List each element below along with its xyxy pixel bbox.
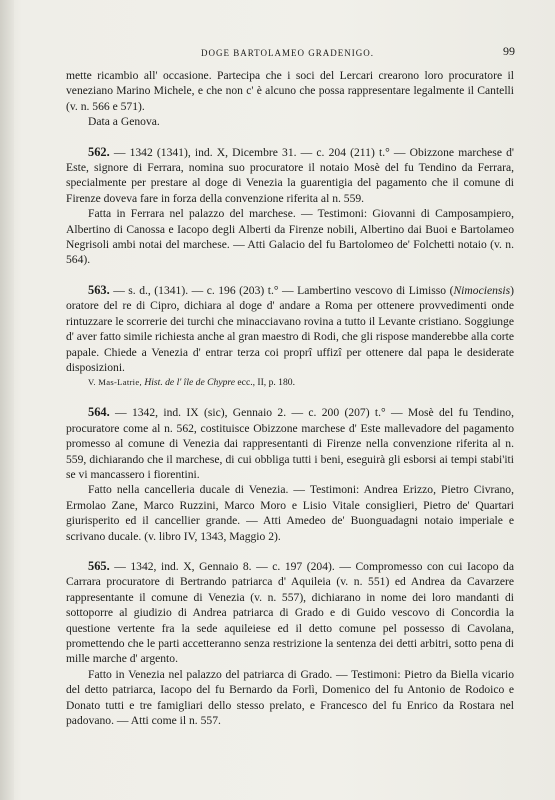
entry-563-latin-term: Nimociensis <box>453 283 511 297</box>
entry-563-text-a: — s. d., (1341). — c. 196 (203) t.° — Lambertino vescovo di Limisso ( <box>113 283 454 297</box>
page-number: 99 <box>503 44 515 58</box>
entry-563-source-rest: ecc., II, p. 180. <box>237 377 295 389</box>
entry-562-number: 562. <box>88 144 110 159</box>
running-title: DOGE BARTOLAMEO GRADENIGO. <box>200 48 375 58</box>
entry-563-source-author: V. Mas-Latrie, <box>88 377 142 388</box>
entry-563-body <box>66 283 514 375</box>
entry-562-body <box>66 145 514 207</box>
entry-565-text: — 1342, ind. X, Gennaio 8. — c. 197 (204). — Compromesso con cui Iacopo da Carrara procuratore di Bertrando patriarca d' Aquileia (v. n. 551) ed Andrea da Cavarzere rappresentante il comune di Venezia (v. n. 557), dichiarano in nome dei loro mandanti di sottoporre al giudizio di Andrea patriarca di Grado e di Guido vescovo di Concordia la questione vertente fra la sede aquileiese ed il detto comune pel possesso di Cavolana, promettendo che le parti accetteranno senza restrizione la sentenza dei detti arbitri, sotto pena di mille marche d' argento. <box>66 559 514 666</box>
entry-563-number: 563. <box>88 282 110 297</box>
entry-565-number: 565. <box>88 558 110 573</box>
entry-563 <box>66 283 514 390</box>
page-gutter <box>0 0 14 800</box>
entry-564 <box>66 405 514 544</box>
entry-565-body <box>66 559 514 667</box>
entry-563-source-title: Hist. de l' île de Chypre <box>144 377 236 389</box>
running-head <box>60 44 515 60</box>
entry-564-place: Fatto nella cancelleria ducale di Venezia. — Testimoni: Andrea Erizzo, Pietro Civrano, Ermolao Zane, Marco Ruzzini, Marco Moro e Lisio Vitale consiglieri, Pietro de' Quartari giurisperito ed il cancellier grande. — Atti Amedeo de' Buonguadagni notaio imperiale e scrivano ducale. (v. libro IV, 1343, Maggio 2). <box>66 483 514 543</box>
entry-562-place: Fatta in Ferrara nel palazzo del marchese. — Testimoni: Giovanni di Camposampiero, Albertino di Canossa e Iacopo degli Alberti da Firenze nobili, Albertino dai Buoi e Bartolameo Negrisoli ambi notai del marchese. — Atti Galacio del fu Bartolomeo de' Folchetti notaio (v. n. 564). <box>66 207 514 267</box>
entry-564-text: — 1342, ind. IX (sic), Gennaio 2. — c. 200 (207) t.° — Mosè del fu Tendino, procuratore come al n. 562, costituisce Obizzone marchese d' Este mallevadore del pagamento promesso al comune di Venezia dai rappresentanti di Firenze nella convenzione riferita al n. 559, dichiarando che il marchese, di cui obbliga tutti i beni, eseguirà gli esborsi ai tempi stabi'iti se vi mancassero i fiorentini. <box>66 406 515 481</box>
entry-565-place: Fatto in Venezia nel palazzo del patriarca di Grado. — Testimoni: Pietro da Biella vicario del detto patriarca, Iacopo del fu Bernardo da Forlì, Domenico del fu Antonio de Rodoico e Donato tutti e tre famigliari dello stesso prelato, e Francesco del fu Enrico da Rostara nel padovano. — Atti come il n. 557. <box>66 667 514 728</box>
entry-562-text: — 1342 (1341), ind. X, Dicembre 31. — c. 204 (211) t.° — Obizzone marchese d' Este, signore di Ferrara, nomina suo procuratore il notaio Mosè del fu Tendino da Ferrara, specialmente per prestare al doge di Venezia la guarentigia del pagamento che il comune di Firenze doveva fare in forza della convenzione riferita al n. 559. <box>66 145 514 205</box>
text-column <box>66 68 514 728</box>
entry-565 <box>66 559 514 728</box>
continuation-date-line: Data a Genova. <box>88 115 160 129</box>
entry-563-text-b: ) oratore del re di Cipro, dichiara al doge d' andare a Roma per ottenere provvedimenti onde rintuzzare le scorrerie dei turchi che minacciavano rovina a tutto il Levante cristiano. Soggiunge d' aver fatto simile richiesta anche al gran maestro di Rodi, che gli rispose manderebbe alla corte papale. Chiede a Venezia d' entrar terza coi proprî uffizî per ottenere dal papa le desiderate disposizioni. <box>66 283 515 374</box>
entry-562 <box>66 145 514 268</box>
entry-563-source <box>66 375 514 390</box>
entry-564-number: 564. <box>88 405 110 420</box>
entry-564-body <box>66 405 514 482</box>
continuation-paragraph: mette ricambio all' occasione. Partecipa che i soci del Lercari crearono loro procuratore il veneziano Marino Michele, e che non c' è alcuno che possa rappresentare legalmente il Cantelli (v. n. 566 e 571). <box>66 69 514 113</box>
